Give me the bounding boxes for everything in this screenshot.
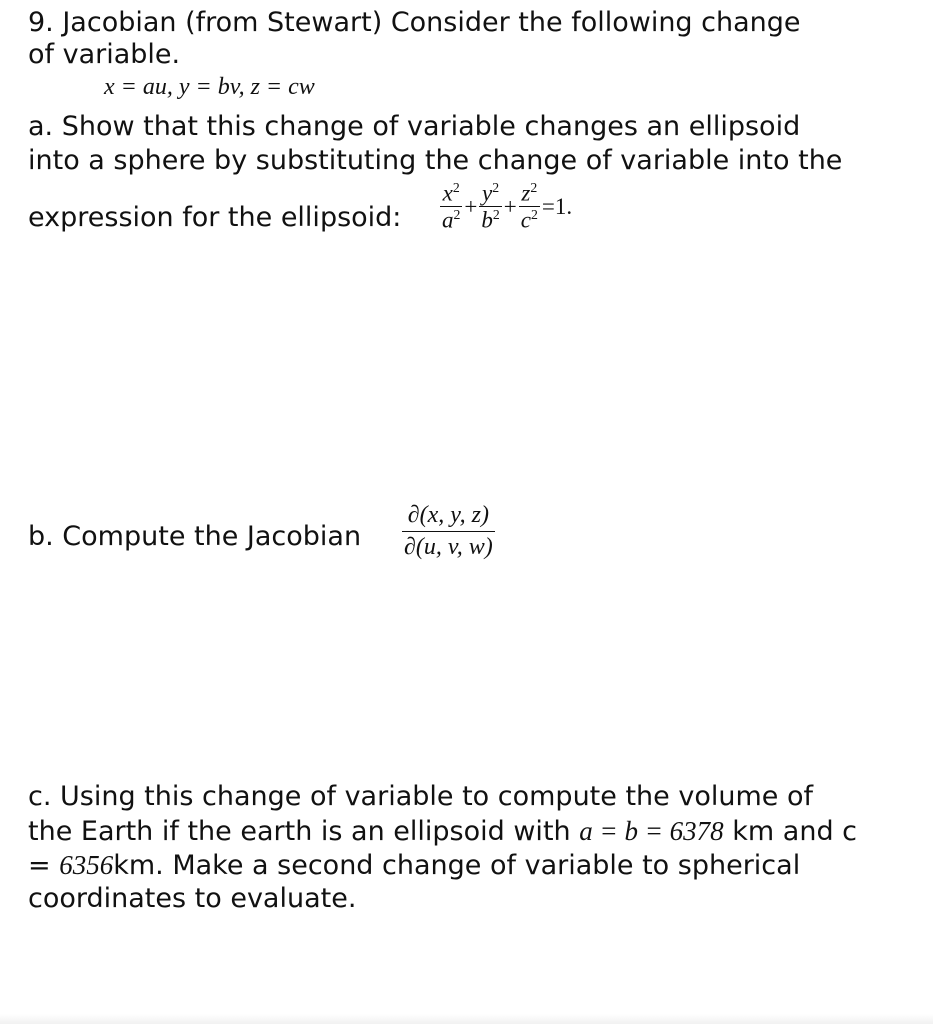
part-c-line2 [28,814,857,849]
term-z-denominator: c [520,207,531,233]
term-z-num-exponent: 2 [530,180,538,195]
earth-polar-radius: 6356 [59,850,114,880]
part-c-line1: c. Using this change of variable to compute the volume of [28,781,813,812]
part-a-line2: into a sphere by substituting the change of variable into the [28,145,843,176]
term-z-den-exponent: 2 [531,207,538,223]
substitution-equation: x = au, y = bv, z = cw [104,74,315,100]
ellipsoid-term-y [479,180,501,234]
part-c-line4: coordinates to evaluate. [28,883,357,914]
plus-sign-2: + [503,193,517,219]
part-a-line1: a. Show that this change of variable changes an ellipsoid [28,111,801,142]
term-y-num-exponent: 2 [492,180,500,195]
part-a-line3: expression for the ellipsoid: [28,202,402,233]
jacobian-numerator: ∂(x, y, z) [402,500,495,532]
part-c-line3-text: km. Make a second change of variable to spherical [113,850,801,881]
ellipsoid-equation [440,180,574,234]
part-c-line2-text: the Earth if the earth is an ellipsoid with [28,816,571,847]
plus-sign-1: + [464,193,478,219]
term-y-den-exponent: 2 [492,207,500,223]
part-c-line3 [28,848,800,883]
ellipsoid-term-z [519,180,540,234]
page-bottom-edge [0,1014,933,1024]
jacobian-denominator: ∂(u, v, w) [404,534,493,560]
problem-heading-line2: of variable. [28,39,181,70]
part-c-line3-equals: = [28,850,60,881]
part-c-line2-tail: km and c [732,816,858,847]
term-y-numerator: y [482,180,493,206]
equals-one: =1. [541,193,573,219]
term-x-numerator: x [442,180,453,206]
term-x-den-exponent: 2 [453,207,461,223]
earth-equatorial-radius: a = b = 6378 [579,816,724,846]
ellipsoid-term-x [440,180,462,234]
term-x-num-exponent: 2 [452,180,460,195]
part-b-label: b. Compute the Jacobian [28,521,362,552]
term-x-denominator: a [442,207,454,233]
term-z-numerator: z [521,180,531,206]
problem-heading-line1: 9. Jacobian (from Stewart) Consider the following change [28,7,801,38]
term-y-denominator: b [481,207,493,233]
jacobian-fraction [402,500,495,563]
